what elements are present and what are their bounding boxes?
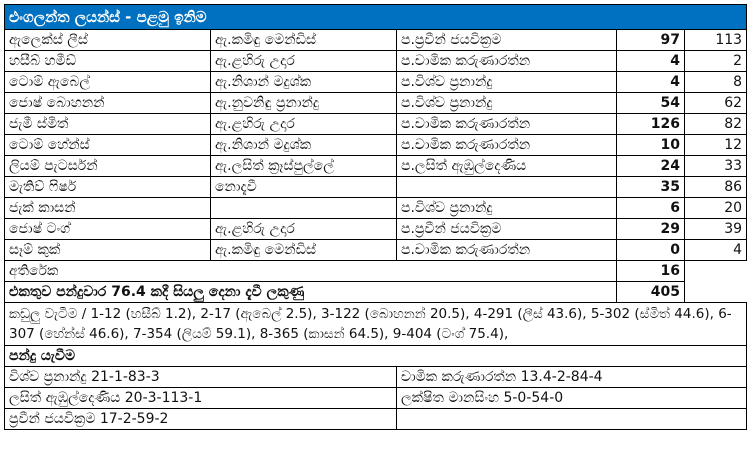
- batsman-name: ජොෂ් බොහනන්: [5, 93, 211, 114]
- bowling-header-row: [5, 346, 747, 367]
- balls: 4: [685, 240, 747, 261]
- runs: 4: [617, 72, 685, 93]
- balls: 82: [685, 114, 747, 135]
- bowler-figures-right: ලක්ෂිත මානසිංහ 5-0-54-0: [397, 388, 747, 409]
- batsman-name: හසීබ් හමීඩ්: [5, 51, 211, 72]
- batting-row: [5, 198, 747, 219]
- runs: 35: [617, 177, 685, 198]
- extras-blank: [685, 261, 747, 282]
- bowler-figures-left: විශ්ව ප්‍රනාන්දු 21-1-83-3: [5, 367, 397, 388]
- dismissal-fielder: ඇ.ලසිත් ක්‍රෑස්පුල්ලේ: [211, 156, 397, 177]
- title-row: [5, 5, 747, 30]
- dismissal-bowler: [397, 177, 617, 198]
- bowling-row: [5, 409, 747, 430]
- balls: 12: [685, 135, 747, 156]
- balls: 8: [685, 72, 747, 93]
- extras-label: අතිරේක: [5, 261, 617, 282]
- dismissal-bowler: ප.චාමික කරුණාරත්න: [397, 135, 617, 156]
- runs: 6: [617, 198, 685, 219]
- total-runs: 405: [617, 282, 685, 303]
- batting-row: [5, 219, 747, 240]
- balls: 113: [685, 30, 747, 51]
- bowling-header: පන්දු යැවීම: [5, 346, 747, 367]
- bowling-row: [5, 367, 747, 388]
- dismissal-fielder: නොදැවී: [211, 177, 397, 198]
- dismissal-bowler: ප.විශ්ව ප්‍රනාන්දු: [397, 198, 617, 219]
- scorecard: [4, 4, 746, 463]
- dismissal-bowler: ප.ප්‍රවීන් ජයවික්‍රම: [397, 30, 617, 51]
- dismissal-bowler: ප.ප්‍රවීන් ජයවික්‍රම: [397, 219, 617, 240]
- batsman-name: ලියම් පැටර්සන්: [5, 156, 211, 177]
- balls: 2: [685, 51, 747, 72]
- extras-row: [5, 261, 747, 282]
- dismissal-fielder: ඇ.නුවනිඳු ප්‍රනාන්දු: [211, 93, 397, 114]
- balls: 39: [685, 219, 747, 240]
- runs: 29: [617, 219, 685, 240]
- dismissal-bowler: ප.ලසිත් ඇඹුල්දෙණිය: [397, 156, 617, 177]
- batting-row: [5, 240, 747, 261]
- batsman-name: ටොම් ඇබෙල්: [5, 72, 211, 93]
- balls: 62: [685, 93, 747, 114]
- dismissal-fielder: ඇ.ළහිරු උදාර: [211, 51, 397, 72]
- runs: 24: [617, 156, 685, 177]
- batsman-name: මැතිව් ෆිෂර්: [5, 177, 211, 198]
- bowler-figures-left: ප්‍රවීන් ජයවික්‍රම 17-2-59-2: [5, 409, 397, 430]
- fall-of-wickets: කඩුලු වැටීම / 1-12 (හසීබ් 1.2), 2-17 (ඇබෙල් 2.5), 3-122 (බොහනන් 20.5), 4-291 (ලීස් 43.6), 5-302 (ස්මිත් 44.6), 6-307 (හේන්ස් 46.6), 7-354 (ලියම් 59.1), 8-365 (කාසන් 64.5), 9-404 (ටංග් 75.4),: [5, 303, 747, 346]
- batting-row: [5, 30, 747, 51]
- runs: 54: [617, 93, 685, 114]
- total-label: එකතුව පන්දුවාර 76.4 කදී සියලු දෙනා දැවී ලකුණු: [5, 282, 617, 303]
- runs: 126: [617, 114, 685, 135]
- batting-row: [5, 135, 747, 156]
- dismissal-bowler: ප.චාමික කරුණාරත්න: [397, 51, 617, 72]
- dismissal-bowler: ප.විශ්ව ප්‍රනාන්දු: [397, 93, 617, 114]
- batting-row: [5, 114, 747, 135]
- dismissal-bowler: ප.චාමික කරුණාරත්න: [397, 114, 617, 135]
- batsman-name: ඇලෙක්ස් ලීස්: [5, 30, 211, 51]
- bowler-figures-right: [397, 409, 747, 430]
- innings-title: එංගලන්ත ලයන්ස් - පළමු ඉනිම: [5, 5, 747, 30]
- batting-row: [5, 93, 747, 114]
- balls: 20: [685, 198, 747, 219]
- batting-row: [5, 72, 747, 93]
- dismissal-fielder: ඇ.කමිඳු මෙන්ඩිස්: [211, 30, 397, 51]
- dismissal-fielder: ඇ.කමිඳු මෙන්ඩිස්: [211, 240, 397, 261]
- batsman-name: ජැමී ස්මිත්: [5, 114, 211, 135]
- runs: 0: [617, 240, 685, 261]
- runs: 10: [617, 135, 685, 156]
- bowling-row: [5, 388, 747, 409]
- dismissal-fielder: ඇ.ළහිරු උදාර: [211, 219, 397, 240]
- dismissal-bowler: ප.විශ්ව ප්‍රනාන්දු: [397, 72, 617, 93]
- dismissal-fielder: ඇ.නිශාන් මදුශ්ක: [211, 135, 397, 156]
- batsman-name: ජොෂ් ටංග්: [5, 219, 211, 240]
- balls: 86: [685, 177, 747, 198]
- balls: 33: [685, 156, 747, 177]
- bowler-figures-left: ලසිත් ඇඹුල්දෙණිය 20-3-113-1: [5, 388, 397, 409]
- dismissal-fielder: ඇ.නිශාන් මදුශ්ක: [211, 72, 397, 93]
- scorecard-table: [4, 4, 747, 430]
- runs: 97: [617, 30, 685, 51]
- batting-row: [5, 51, 747, 72]
- batsman-name: සෑම් කුක්: [5, 240, 211, 261]
- runs: 4: [617, 51, 685, 72]
- dismissal-bowler: ප.චාමික කරුණාරත්න: [397, 240, 617, 261]
- batsman-name: ජැක් කාසන්: [5, 198, 211, 219]
- dismissal-fielder: [211, 198, 397, 219]
- extras-runs: 16: [617, 261, 685, 282]
- bowler-figures-right: චාමික කරුණාරත්න 13.4-2-84-4: [397, 367, 747, 388]
- batting-row: [5, 177, 747, 198]
- fall-of-wickets-row: [5, 303, 747, 346]
- total-row: [5, 282, 747, 303]
- total-blank: [685, 282, 747, 303]
- batsman-name: ටොම් හේන්ස්: [5, 135, 211, 156]
- dismissal-fielder: ඇ.ළහිරු උදාර: [211, 114, 397, 135]
- batting-row: [5, 156, 747, 177]
